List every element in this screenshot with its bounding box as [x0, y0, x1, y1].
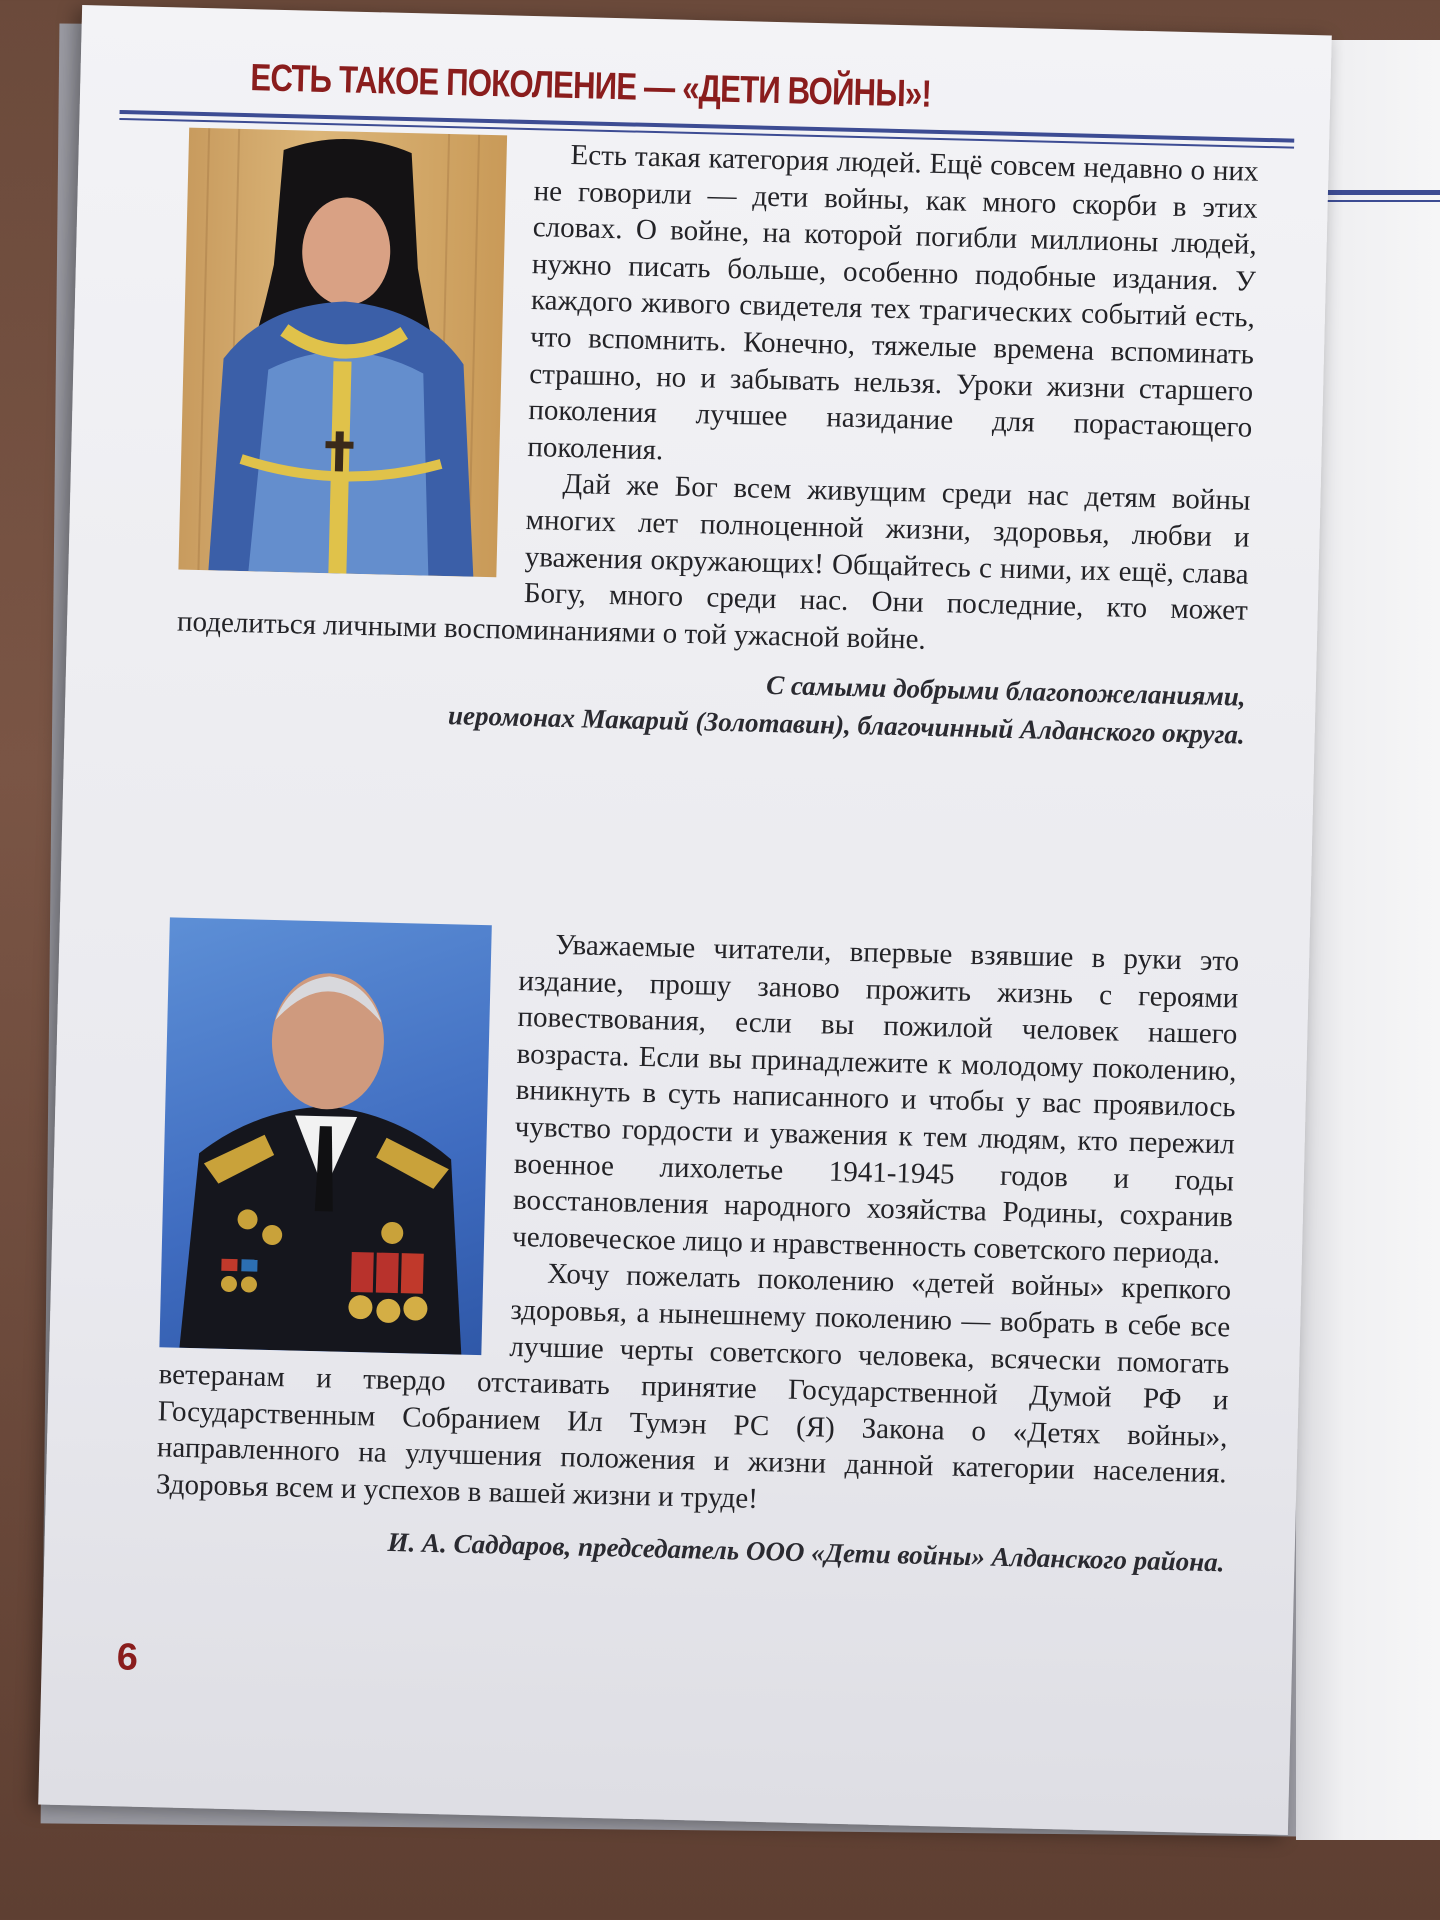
book-page — [38, 5, 1332, 1835]
chairman-signature: И. А. Саддаров, председатель ООО «Дети войны» Алданского района. — [387, 1526, 1225, 1577]
page-header-title: ЕСТЬ ТАКОЕ ПОКОЛЕНИЕ — «ДЕТИ ВОЙНЫ»! — [249, 57, 932, 116]
next-page-rule — [1316, 190, 1440, 195]
paragraph: Есть такая категория людей. Ещё совсем недавно о них не говорили — дети войны, как много скорби в этих словах. О войне, на которой погибли миллионы людей, нужно писать больше, особенно подобные издания. У каждого живого свидетеля тех трагических событий есть, что вспомнить. Конечно, тяжелые времена вспоминать страшно, но и забывать нельзя. Уроки жизни старшего поколения лучшее назидание для порастающего поколения. — [527, 138, 1259, 467]
next-page-rule-thin — [1316, 200, 1440, 202]
message-priest — [175, 128, 1259, 754]
paragraph: Хочу пожелать поколению «детей войны» крепкого здоровья, а нынешнему поколению — вобрать в себе все лучшие черты советского человека, всячески помогать ветеранам и твердо отстаивать принятие Государственной Думой РФ и Государственным Собранием Ил Тумэн РС (Я) Закона о «Детях войны», направленного на улучшения положения и жизни данной категории населения. Здоровья всем и успехов в вашей жизни и труде! — [155, 1258, 1232, 1515]
veteran-photo-illustration — [159, 917, 491, 1355]
page-number: 6 — [116, 1636, 139, 1679]
message-chairman — [154, 917, 1239, 1580]
paragraph: Дай же Бог всем живущим среди нас детям войны многих лет полноценной жизни, здоровья, любви и уважения окружающих! Общайтесь с ними, их ещё, слава Богу, много среди нас. Они последние, кто может поделиться личными воспоминаниями о той ужасной войне. — [176, 468, 1251, 656]
paragraph: Уважаемые читатели, впервые взявшие в руки это издание, прошу заново прожить жизнь с героями повествования, если вы пожилой человек нашего возраста. Если вы принадлежите к молодому поколению, вникнуть в суть написанного и чтобы у вас проявилось чувство гордости и уважения к тем людям, кто пережил военное лихолетье 1941-1945 годов и годы восстановления народного хозяйства Родины, сохранив человеческое лицо и нравственность советского периода. — [511, 928, 1240, 1270]
portrait-veteran-photo — [159, 917, 491, 1355]
priest-photo-illustration — [178, 128, 507, 578]
signature-line: С самыми добрыми благопожеланиями, — [765, 670, 1246, 712]
signature-line: иеромонах Макарий (Золотавин), благочинный Алданского округа. — [447, 700, 1246, 750]
portrait-priest-photo — [178, 128, 507, 578]
